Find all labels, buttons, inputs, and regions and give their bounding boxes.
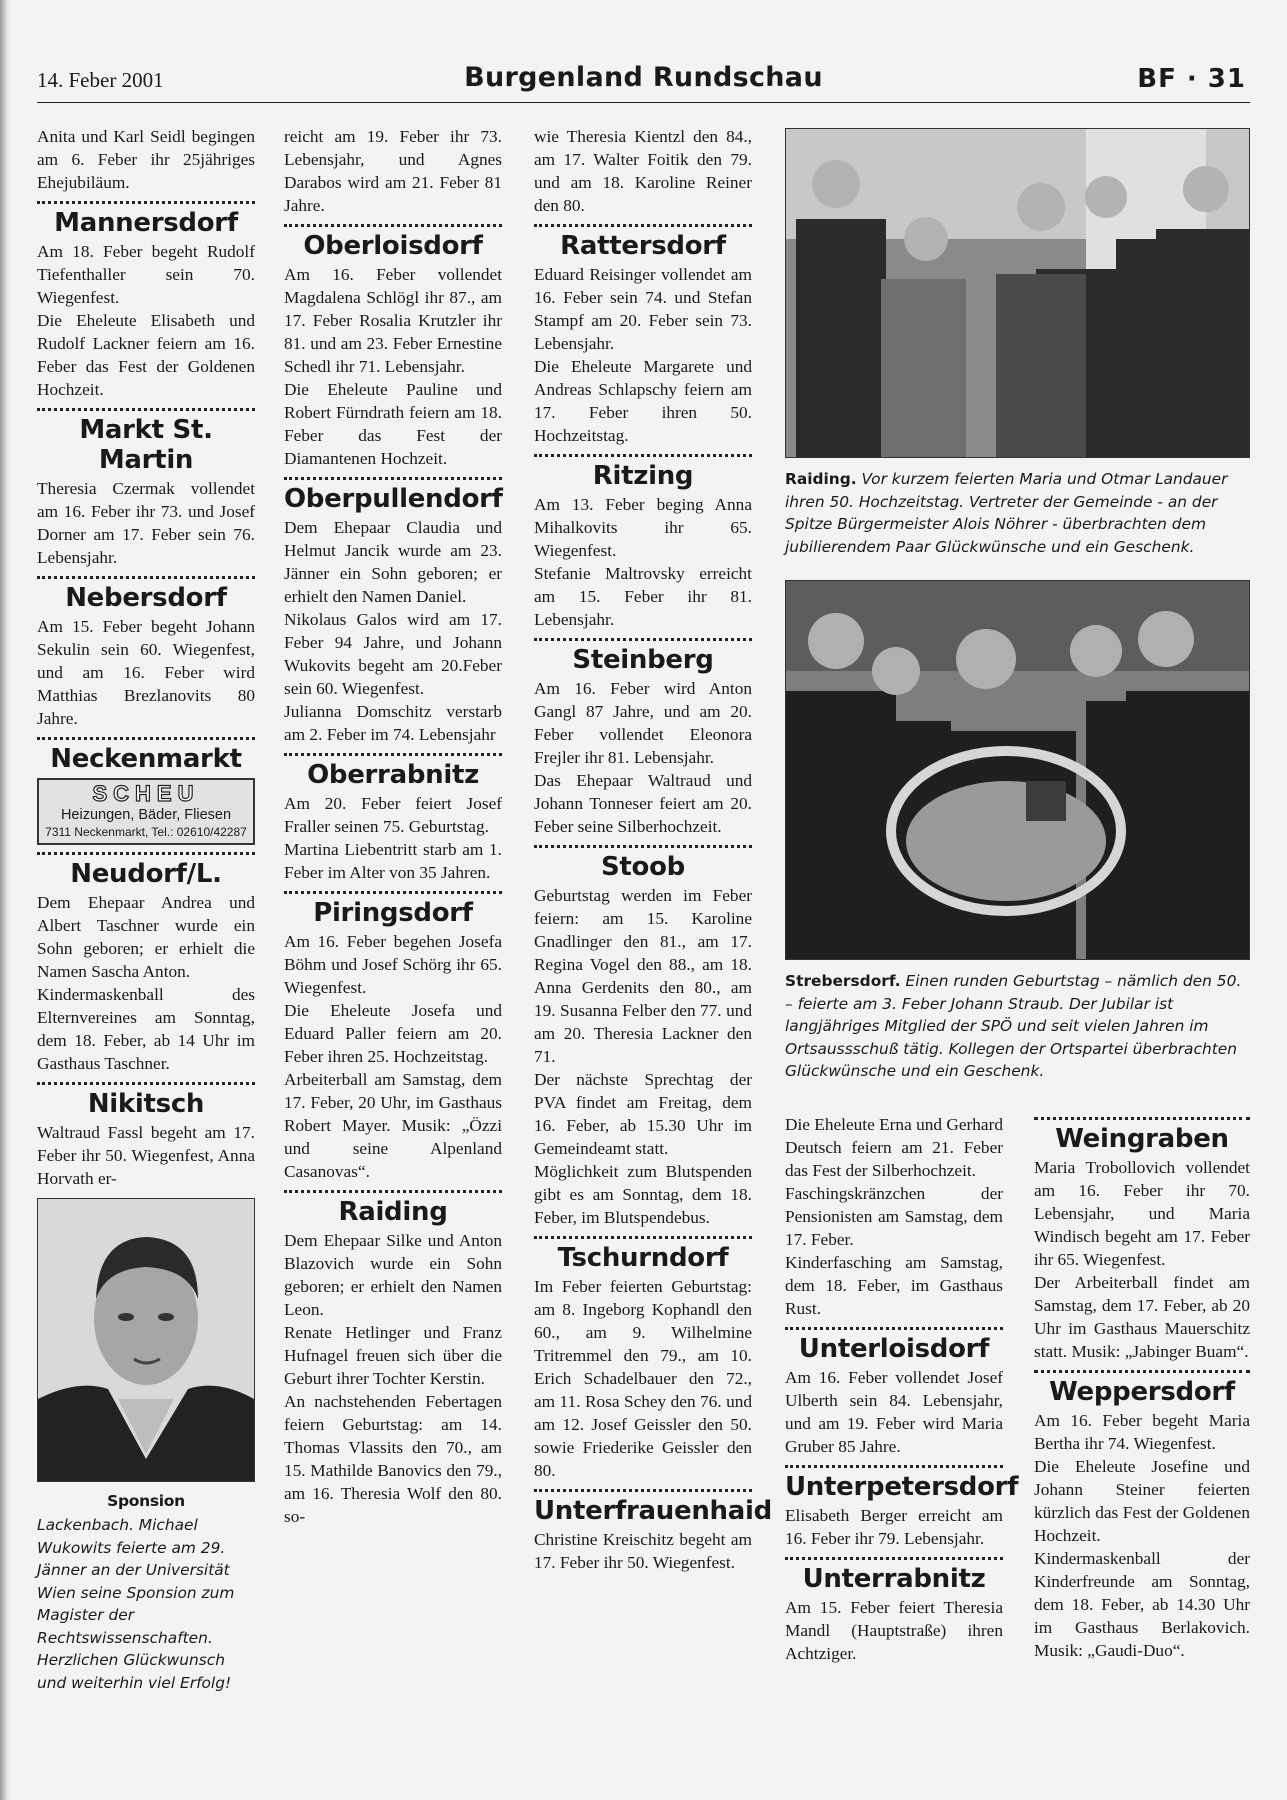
photo-block-strebersdorf bbox=[785, 580, 1250, 1083]
article-text: Julianna Domschitz verstarb am 2. Feber im 74. Lebensjahr bbox=[284, 702, 502, 744]
section-heading: Weingraben bbox=[1055, 1124, 1229, 1154]
section-heading: Steinberg bbox=[572, 645, 714, 675]
dotted-separator bbox=[534, 454, 752, 457]
article-text: Elisabeth Berger erreicht am 16. Feber ihr 79. Lebensjahr. bbox=[785, 1506, 1003, 1548]
dotted-separator bbox=[534, 638, 752, 641]
article-text: Geburtstag werden im Feber feiern: am 15. Karoline Gnadlinger den 81., am 17. Regina Vogel den 88., am 18. Anna Gerdenits den 80., am 19. Susanna Felber den 77. und am 20. Theresia Lackner den 71. bbox=[534, 886, 752, 1066]
dotted-separator bbox=[284, 753, 502, 756]
article-text: Theresia Czermak vollendet am 16. Feber ihr 73. und Josef Dorner am 17. Feber sein 76. Lebensjahr. bbox=[37, 479, 255, 567]
section-heading: Weppersdorf bbox=[1049, 1377, 1235, 1407]
column-4 bbox=[785, 1113, 1019, 1665]
photo-caption-strebersdorf bbox=[785, 970, 1250, 1083]
section-heading: Raiding bbox=[338, 1197, 448, 1227]
dotted-separator bbox=[1034, 1370, 1250, 1373]
dotted-separator bbox=[534, 1236, 752, 1239]
section-heading: Unterloisdorf bbox=[798, 1334, 990, 1364]
article-text: Die Eheleute Josefa und Eduard Paller feiern am 20. Feber ihren 25. Hochzeitstag. bbox=[284, 1001, 502, 1066]
section-heading: Oberrabnitz bbox=[307, 760, 479, 790]
article-text: Anita und Karl Seidl begingen am 6. Feber ihr 25jähriges Ehejubiläum. bbox=[37, 127, 255, 192]
article-text: Der nächste Sprechtag der PVA findet am Freitag, dem 16. Feber, ab 15.30 Uhr im Gemeindeamt statt. bbox=[534, 1070, 752, 1158]
group-photo-raiding bbox=[785, 128, 1250, 458]
caption-text: Vor kurzem feierten Maria und Otmar Landauer ihren 50. Hochzeitstag. Vertreter der Gemeinde - an der Spitze Bürgermeister Alois Nöhrer - überbrachten dem jubilierendem Paar Glückwünsche und ein Geschenk. bbox=[785, 470, 1228, 556]
page-header bbox=[37, 60, 1250, 103]
dotted-separator bbox=[37, 1082, 255, 1085]
dotted-separator bbox=[284, 477, 502, 480]
article-text: Nikolaus Galos wird am 17. Feber 94 Jahre, und Johann Wukovits begeht am 20.Feber sein 60. Wiegenfest. bbox=[284, 610, 502, 698]
newspaper-title: Burgenland Rundschau bbox=[464, 62, 823, 93]
advertisement-scheu bbox=[37, 778, 255, 845]
section-heading: Neudorf/L. bbox=[70, 859, 222, 889]
dotted-separator bbox=[785, 1557, 1003, 1560]
dotted-separator bbox=[1034, 1117, 1250, 1120]
ad-address: 7311 Neckenmarkt, Tel.: 02610/42287 bbox=[45, 825, 247, 839]
article-text: Renate Hetlinger und Franz Hufnagel freuen sich über die Geburt ihrer Tochter Kerstin. bbox=[284, 1323, 502, 1388]
article-text: Eduard Reisinger vollendet am 16. Feber sein 74. und Stefan Stampf am 20. Feber sein 73. Lebensjahr. bbox=[534, 265, 752, 353]
dotted-separator bbox=[785, 1465, 1003, 1468]
section-heading: Tschurndorf bbox=[557, 1243, 729, 1273]
article-text: Am 16. Feber wird Anton Gangl 87 Jahre, und am 20. Feber vollendet Eleonora Frejler ihr 81. Lebensjahr. bbox=[534, 679, 752, 767]
section-heading: Rattersdorf bbox=[560, 231, 726, 261]
column-2 bbox=[284, 125, 502, 1528]
dotted-separator bbox=[534, 1489, 752, 1492]
article-text: Martina Liebentritt starb am 1. Feber im Alter von 35 Jahren. bbox=[284, 840, 502, 882]
section-heading: Mannersdorf bbox=[54, 208, 238, 238]
article-text: Die Eheleute Josefine und Johann Steiner feierten kürzlich das Fest der Goldenen Hochzeit. bbox=[1034, 1457, 1250, 1545]
dotted-separator bbox=[284, 891, 502, 894]
section-heading: Ritzing bbox=[592, 461, 694, 491]
article-text: Der Arbeiterball findet am Samstag, dem 17. Feber, ab 20 Uhr im Gasthaus Mauerschitz statt. Musik: „Jabinger Buam“. bbox=[1034, 1273, 1250, 1361]
photo-block-raiding bbox=[785, 128, 1250, 558]
article-text: Waltraud Fassl begeht am 17. Feber ihr 50. Wiegenfest, Anna Horvath er- bbox=[37, 1123, 255, 1188]
article-text: Die Eheleute Erna und Gerhard Deutsch feiern am 21. Feber das Fest der Silberhochzeit. bbox=[785, 1115, 1003, 1180]
page-binding-shadow bbox=[0, 0, 12, 1800]
article-text: Am 16. Feber begeht Maria Bertha ihr 74. Wiegenfest. bbox=[1034, 1411, 1250, 1453]
dotted-separator bbox=[37, 576, 255, 579]
article-text: Faschingskränzchen der Pensionisten am Samstag, dem 17. Feber. bbox=[785, 1184, 1003, 1249]
article-text: Das Ehepaar Waltraud und Johann Tonneser feiert am 20. Feber seine Silberhochzeit. bbox=[534, 771, 752, 836]
column-5 bbox=[1034, 1113, 1250, 1662]
article-text: Am 16. Feber vollendet Magdalena Schlögl ihr 87., am 17. Feber Rosalia Krutzler ihr 81. und am 23. Feber Ernestine Schedl ihr 71. Lebensjahr. bbox=[284, 265, 502, 376]
article-text: Möglichkeit zum Blutspenden gibt es am Sonntag, dem 18. Feber, im Blutspendebus. bbox=[534, 1162, 752, 1227]
article-text: Kinderfasching am Samstag, dem 18. Feber, im Gasthaus Rust. bbox=[785, 1253, 1003, 1318]
dotted-separator bbox=[534, 845, 752, 848]
section-heading: Unterfrauenhaid bbox=[534, 1496, 772, 1526]
article-text: Maria Trobollovich vollendet am 16. Feber ihr 70. Lebensjahr, und Maria Windisch begeht am 17. Feber ihr 65. Wiegenfest. bbox=[1034, 1158, 1250, 1269]
section-heading: Stoob bbox=[601, 852, 685, 882]
section-heading: Unterrabnitz bbox=[802, 1564, 986, 1594]
section-heading: Neckenmarkt bbox=[50, 744, 242, 774]
photo-caption-raiding bbox=[785, 468, 1250, 558]
article-text: Arbeiterball am Samstag, dem 17. Feber, 20 Uhr, im Gasthaus Robert Mayer. Musik: „Özzi und seine Alpenland Casanovas“. bbox=[284, 1070, 502, 1181]
article-text: Die Eheleute Margarete und Andreas Schlapschy feiern am 17. Feber ihren 50. Hochzeitstag. bbox=[534, 357, 752, 445]
article-text: An nachstehenden Febertagen feiern Geburtstag: am 14. Thomas Vlassits den 70., am 15. Mathilde Banovics den 79., am 16. Theresia Wolf den 80. so- bbox=[284, 1392, 502, 1526]
portrait-photo bbox=[37, 1198, 255, 1482]
article-text: Am 16. Feber begehen Josefa Böhm und Josef Schörg ihr 65. Wiegenfest. bbox=[284, 932, 502, 997]
dotted-separator bbox=[37, 737, 255, 740]
article-text: Im Feber feierten Geburtstag: am 8. Ingeborg Kophandl den 60., am 9. Wilhelmine Tritremmel den 79., am 10. Erich Schadelbauer den 72., am 11. Rosa Schey den 76. und am 12. Josef Geissler den 50. sowie Friederike Geissler den 80. bbox=[534, 1277, 752, 1480]
article-text: Am 15. Feber begeht Johann Sekulin sein 60. Wiegenfest, und am 16. Feber wird Matthias Brezlanovits 80 Jahre. bbox=[37, 617, 255, 728]
article-text: Am 13. Feber beging Anna Mihalkovits ihr 65. Wiegenfest. bbox=[534, 495, 752, 560]
caption-text: Einen runden Geburtstag – nämlich den 50. – feierte am 3. Feber Johann Straub. Der Jubilar ist langjähriges Mitglied der SPÖ und seit vielen Jahren im Ortsaussschuß tätig. Kollegen der Ortspartei überbrachten Glückwünsche und ein Geschenk. bbox=[785, 972, 1242, 1080]
dotted-separator bbox=[534, 224, 752, 227]
section-heading: Markt St. Martin bbox=[79, 415, 213, 475]
page-number: BF · 31 bbox=[1137, 64, 1246, 94]
sponsion-heading: Sponsion bbox=[107, 1492, 185, 1510]
caption-place: Strebersdorf. bbox=[785, 972, 901, 990]
issue-date: 14. Feber 2001 bbox=[37, 68, 164, 92]
article-text: Die Eheleute Elisabeth und Rudolf Lackner feiern am 16. Feber das Fest der Goldenen Hochzeit. bbox=[37, 311, 255, 399]
dotted-separator bbox=[284, 1190, 502, 1193]
column-1 bbox=[37, 125, 255, 1694]
section-heading: Nebersdorf bbox=[65, 583, 227, 613]
dotted-separator bbox=[284, 224, 502, 227]
article-text: Am 20. Feber feiert Josef Fraller seinen 75. Geburtstag. bbox=[284, 794, 502, 836]
article-text: Christine Kreischitz begeht am 17. Feber ihr 50. Wiegenfest. bbox=[534, 1530, 752, 1572]
article-text: Kindermaskenball des Elternvereines am Sonntag, dem 18. Feber, ab 14 Uhr im Gasthaus Taschner. bbox=[37, 985, 255, 1073]
section-heading: Nikitsch bbox=[87, 1089, 205, 1119]
article-text: Dem Ehepaar Silke und Anton Blazovich wurde ein Sohn geboren; er erhielt den Namen Leon. bbox=[284, 1231, 502, 1319]
dotted-separator bbox=[37, 852, 255, 855]
article-text: Die Eheleute Pauline und Robert Fürndrath feiern am 18. Feber das Fest der Diamantenen Hochzeit. bbox=[284, 380, 502, 468]
sponsion-caption: Lackenbach. Michael Wukowits feierte am 29. Jänner an der Universität Wien seine Sponsion zum Magister der Rechtswissenschaften. Herzlichen Glückwunsch und weiterhin viel Erfolg! bbox=[37, 1516, 235, 1692]
section-heading: Oberloisdorf bbox=[303, 231, 483, 261]
article-text: Kindermaskenball der Kinderfreunde am Sonntag, dem 18. Feber, ab 14.30 Uhr im Gasthaus Berlakovich. Musik: „Gaudi-Duo“. bbox=[1034, 1549, 1250, 1660]
dotted-separator bbox=[37, 201, 255, 204]
article-text: Am 18. Feber begeht Rudolf Tiefenthaller sein 70. Wiegenfest. bbox=[37, 242, 255, 307]
article-text: Stefanie Maltrovsky erreicht am 15. Feber ihr 81. Lebensjahr. bbox=[534, 564, 752, 629]
article-text: Am 16. Feber vollendet Josef Ulberth sein 84. Lebensjahr, und am 19. Feber wird Maria Gruber 85 Jahre. bbox=[785, 1368, 1003, 1456]
section-heading: Oberpullendorf bbox=[284, 484, 503, 514]
article-text: Dem Ehepaar Claudia und Helmut Jancik wurde am 23. Jänner ein Sohn geboren; er erhielt den Namen Daniel. bbox=[284, 518, 502, 606]
ad-services: Heizungen, Bäder, Fliesen bbox=[60, 807, 232, 823]
dotted-separator bbox=[37, 408, 255, 411]
column-3 bbox=[534, 125, 772, 1574]
caption-place: Raiding. bbox=[785, 470, 857, 488]
article-text: Am 15. Feber feiert Theresia Mandl (Hauptstraße) ihren Achtziger. bbox=[785, 1598, 1003, 1663]
article-text: wie Theresia Kientzl den 84., am 17. Walter Foitik den 79. und am 18. Karoline Reiner den 80. bbox=[534, 127, 752, 215]
section-heading: Unterpetersdorf bbox=[785, 1472, 1019, 1502]
article-text: Dem Ehepaar Andrea und Albert Taschner wurde ein Sohn geboren; er erhielt die Namen Sascha Anton. bbox=[37, 893, 255, 981]
section-heading: Piringsdorf bbox=[313, 898, 473, 928]
dotted-separator bbox=[785, 1327, 1003, 1330]
ad-logo: SCHEU bbox=[92, 781, 200, 806]
group-photo-strebersdorf bbox=[785, 580, 1250, 960]
article-text: reicht am 19. Feber ihr 73. Lebensjahr, und Agnes Darabos wird am 21. Feber 81 Jahre. bbox=[284, 127, 502, 215]
